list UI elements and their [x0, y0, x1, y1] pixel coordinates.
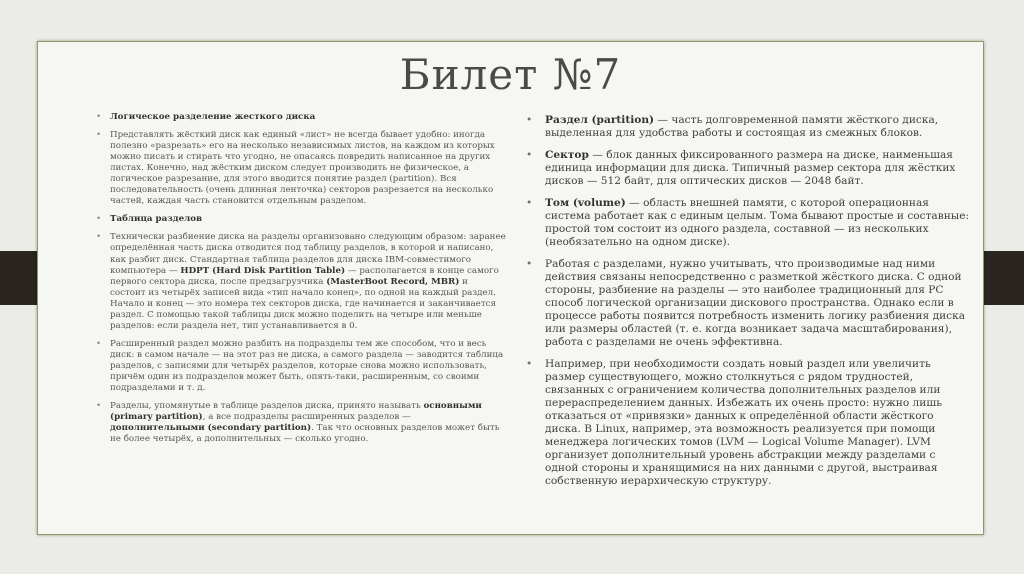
- list-item: [96, 130, 506, 207]
- term-volume: Том (volume): [545, 197, 626, 210]
- list-item: [96, 232, 506, 331]
- bullet-icon: •: [526, 358, 533, 371]
- definition-volume: — область внешней памяти, с которой операционная система работает как с единым целым. Тома бывают простые и составные: простой том состоит из одного раздела, составной — из нескольких (необязательно на одном диске).: [545, 197, 970, 249]
- paragraph-extended: Расширенный раздел можно разбить на подразделы тем же способом, что и весь диск: в самом начале — на этот раз не диска, а самого раздела — заводится таблица разделов, с записями для четырёх разделов, которые снова можно использовать, причём один из подразделов может быть, опять-таки, расширенным, со своими подразделами и т. д.: [110, 338, 504, 394]
- paragraph-primary-a: Разделы, упомянутые в таблице разделов диска, принято называть: [110, 401, 424, 412]
- bullet-icon: •: [526, 114, 533, 126]
- list-item: [526, 258, 971, 349]
- list-item: [96, 339, 506, 394]
- list-item: [526, 149, 971, 188]
- right-column: [526, 114, 971, 497]
- paragraph-table-d: и состоит из четырёх записей вида «тип начало конец», по одной на каждый раздел. Начало и конец — это номера тех секторов диска, где начинается и заканчивается раздел. С помощью такой таблицы диск можно поделить на четыре или меньше разделов: если раздела нет, тип устанавливается в 0.: [110, 276, 496, 331]
- list-item: [96, 112, 506, 123]
- section-heading-logical: Логическое разделение жесткого диска: [110, 112, 316, 122]
- definition-partition: — часть долговременной памяти жёсткого диска, выделенная для удобства работы и состоящая из смежных блоков.: [545, 114, 939, 140]
- paragraph-lvm: Например, при необходимости создать новый раздел или увеличить размер существующего, можно столкнуться с рядом трудностей, связанных с ограничением количества дополнительных разделов или перераспределением данных. Избежать их очень просто: нужно лишь отказаться от «привязки» данных к определённой области жёсткого диска. В Linux, например, эта возможность реализуется при помощи менеджера логических томов (LVM — Logical Volume Manager). LVM организует дополнительный уровень абстракции между разделами с одной стороны и хранящимися на них данными с другой, выстраивая собственную иерархическую структуру.: [545, 358, 942, 488]
- paragraph-table-c: — располагается в конце самого первого сектора диска, после предзагрузчика: [110, 265, 499, 287]
- left-column: [96, 112, 506, 452]
- paragraph-primary-c: , а все подразделы расширенных разделов —: [202, 412, 411, 423]
- list-item: [526, 358, 971, 488]
- list-item: [526, 114, 971, 140]
- bullet-icon: •: [96, 232, 102, 243]
- bullet-icon: •: [96, 130, 102, 141]
- term-partition: Раздел (partition): [545, 114, 655, 126]
- term-hdpt: HDPT (Hard Disk Partition Table): [180, 265, 346, 276]
- list-item: [526, 197, 971, 249]
- term-secondary: дополнительными (secondary partition): [110, 423, 312, 434]
- bullet-icon: •: [96, 401, 102, 412]
- section-heading-table: Таблица разделов: [110, 214, 203, 225]
- paragraph-table-a: Технически разбиение диска на разделы организовано следующим образом: заранее определённая часть диска отводится под таблицу разделов, в которой и написано, как разбит диск. Стандартная таблица разделов для диска IBM-совместимого компьютера —: [110, 232, 506, 276]
- slide-title: Билет №7: [399, 50, 622, 99]
- bullet-icon: •: [526, 149, 533, 162]
- list-item: [96, 401, 506, 445]
- list-item: [96, 214, 506, 225]
- paragraph-partition-intro: Представлять жёсткий диск как единый «лист» не всегда бывает удобно: иногда полезно «разрезать» его на несколько независимых листов, на каждом из которых можно писать и стирать что угодно, не опасаясь повредить написанное на других листах. Конечно, над жёстким диском следует производить не физическое, а логическое разрезание, для этого вводится понятие раздел (partition). Вся последовательность (очень длинная ленточка) секторов разрезается на несколько частей, каждая часть становится отдельным разделом.: [110, 130, 495, 207]
- bullet-icon: •: [96, 214, 102, 225]
- paragraph-working-with-partitions: Работая с разделами, нужно учитывать, что производимые над ними действия связаны непосредственно с разметкой жёсткого диска. С одной стороны, разбиение на разделы — это наиболее традиционный для PC способ логической организации дискового пространства. Однако если в процессе работы появится потребность изменить логику разбиения диска или размеры областей (т. е. когда возникает задача масштабирования), работа с разделами не очень эффективна.: [545, 258, 966, 349]
- paragraph-primary-d: . Так что основных разделов может быть не более четырёх, а дополнительных — сколько угодно.: [110, 423, 500, 445]
- bullet-icon: •: [526, 258, 533, 271]
- bullet-icon: •: [96, 338, 102, 349]
- definition-sector: — блок данных фиксированного размера на диске, наименьшая единица информации для диска. Типичный размер сектора для жёстких дисков — 512 байт, для оптических дисков — 2048 байт.: [545, 149, 956, 188]
- bullet-icon: •: [526, 197, 533, 210]
- term-mbr: (MasterBoot Record, MBR): [326, 276, 460, 287]
- term-sector: Сектор: [545, 149, 589, 162]
- bullet-icon: •: [96, 112, 102, 122]
- term-primary: основными (primary partition): [110, 401, 482, 423]
- slide: [37, 41, 984, 535]
